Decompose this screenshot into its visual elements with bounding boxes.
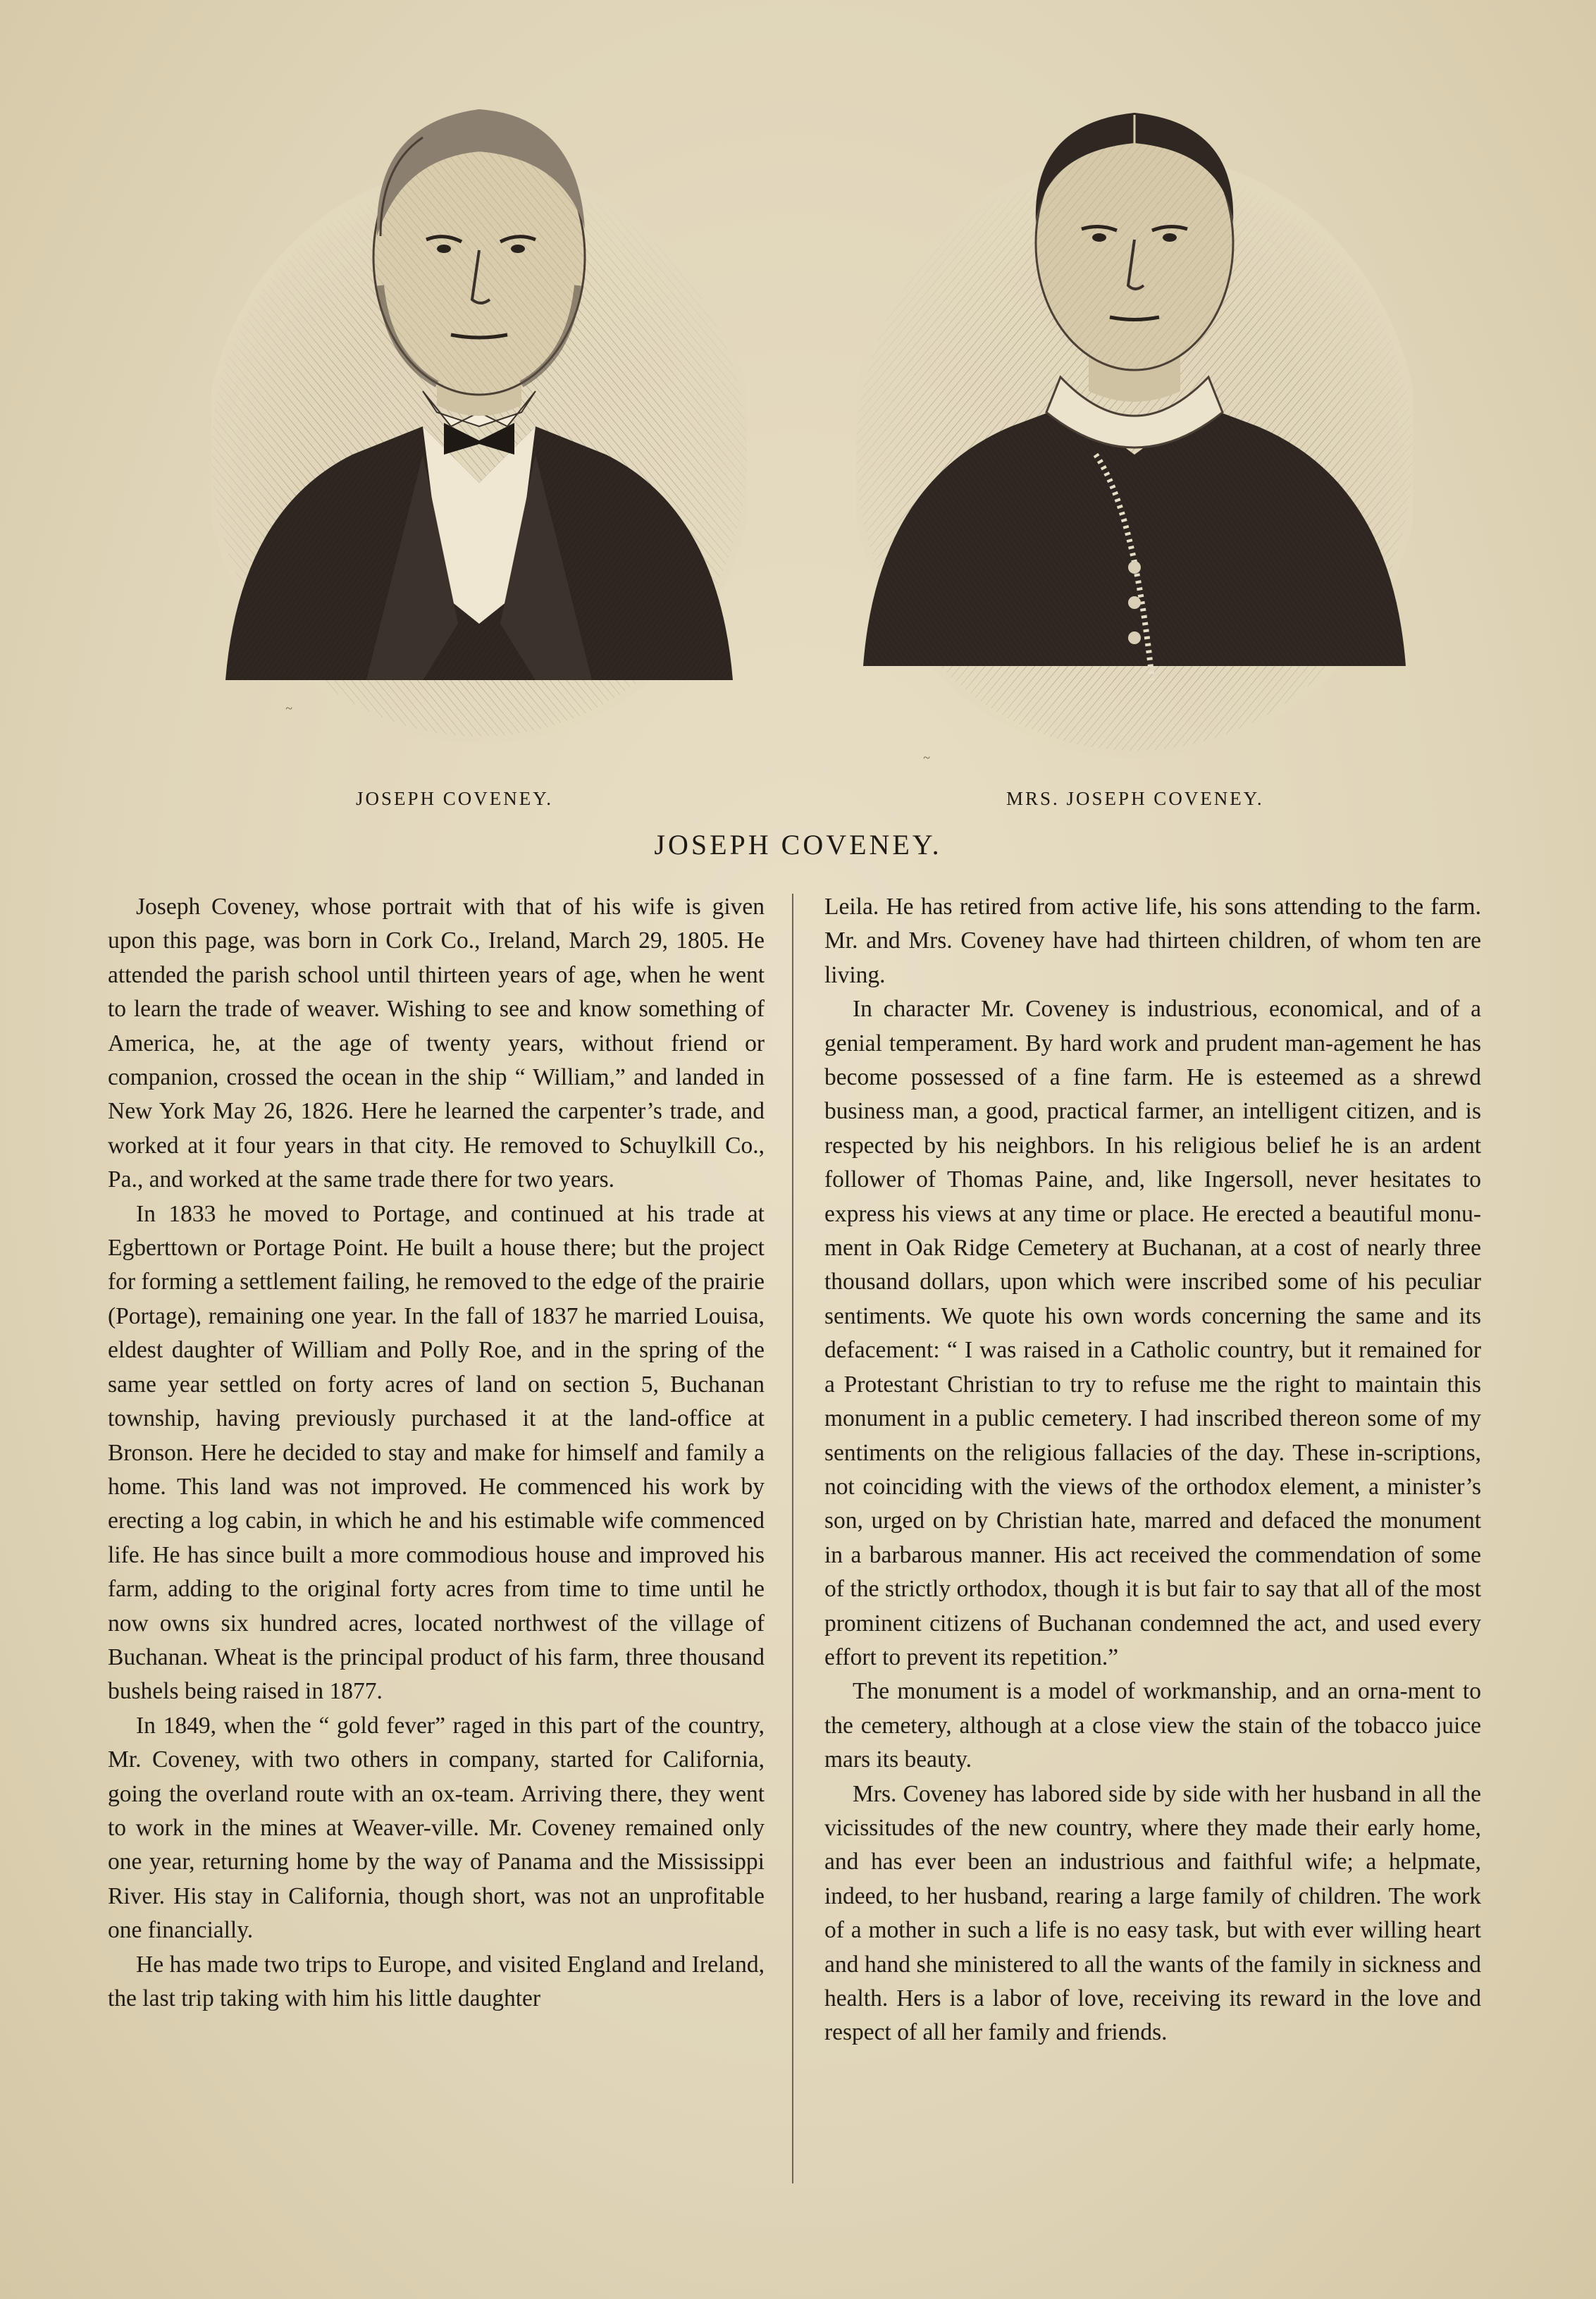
portrait-joseph-coveney [211, 60, 747, 772]
paragraph: In character Mr. Coveney is industrious, economical, and of a genial temperament. By hard work and prudent man-agement he has become possessed of a fine farm. He is esteemed as a shrewd business man, a good, practical farmer, an intelligent citizen, and is respected by his neighbors. In his religious belief he is an ardent follower of Thomas Paine, and, like Ingersoll, never hesitates to express his views at any time or place. He erected a beautiful monu-ment in Oak Ridge Cemetery at Buchanan, at a cost of nearly three thousand dollars, upon which were inscribed some of his peculiar sentiments. We quote his own words concerning the same and its defacement: “ I was raised in a Catholic country, but it remained for a Protestant Christian to try to refuse me the right to maintain this monument in a public cemetery. I had inscribed thereon some of my sentiments on the religious fallacies of the day. These in-scriptions, not coinciding with the views of the orthodox element, a minister’s son, urged on by Christian hate, marred and defaced the monument in a barbarous manner. His act received the commendation of some of the strictly orthodox, though it is but fair to say that all of the most prominent citizens of Buchanan condemned the act, and used every effort to prevent its repetition.” [824, 996, 1481, 1670]
caption-joseph-coveney: JOSEPH COVENEY. [356, 788, 554, 809]
left-column [108, 890, 765, 2016]
caption-mrs-joseph-coveney: MRS. JOSEPH COVENEY. [1006, 788, 1264, 809]
paragraph: Leila. He has retired from active life, his sons attending to the farm. Mr. and Mrs. Coveney have had thirteen children, of whom ten are living. [824, 894, 1481, 988]
paragraph: Mrs. Coveney has labored side by side with her husband in all the vicissitudes of the new country, where they made their early home, and has ever been an industrious and faithful wife; a helpmate, indeed, to her husband, rearing a large family of children. The work of a mother in such a life is no easy task, but with ever willing heart and hand she ministered to all the wants of the family in sickness and health. Hers is a labor of love, receiving its reward in the love and respect of all her family and friends. [824, 1780, 1481, 2046]
paragraph: In 1849, when the “ gold fever” raged in this part of the country, Mr. Coveney, with two others in company, started for California, going the overland route with an ox-team. Arriving there, they went to work in the mines at Weaver-ville. Mr. Coveney remained only one year, returning home by the way of Panama and the Mississippi River. His stay in California, though short, was not an unprofitable one financially. [108, 1712, 765, 1944]
engraved-portrait-woman-icon [856, 60, 1413, 772]
paragraph: Joseph Coveney, whose portrait with that of his wife is given upon this page, was born in Cork Co., Ireland, March 29, 1805. He attended the parish school until thirteen years of age, when he went to learn the trade of weaver. Wishing to see and know something of America, he, at the age of twenty years, without friend or companion, crossed the ocean in the ship “ William,” and landed in New York May 26, 1826. Here he learned the carpenter’s trade, and worked at it four years in that city. He removed to Schuylkill Co., Pa., and worked at the same trade there for two years. [108, 894, 765, 1193]
article-title: JOSEPH COVENEY. [654, 829, 942, 861]
engraver-mark: ~ [285, 701, 292, 715]
column-divider [792, 894, 793, 2183]
right-column [824, 890, 1481, 2050]
paragraph: The monument is a model of workmanship, and an orna-ment to the cemetery, although at a close view the stain of the tobacco juice mars its beauty. [824, 1678, 1481, 1773]
portrait-mrs-joseph-coveney [856, 60, 1413, 772]
engraver-mark: ~ [923, 751, 930, 765]
engraved-portrait-man-icon [211, 60, 747, 772]
paragraph: In 1833 he moved to Portage, and continued at his trade at Egberttown or Portage Point. He built a house there; but the project for forming a settlement failing, he removed to the edge of the prairie (Portage), remaining one year. In the fall of 1837 he married Louisa, eldest daughter of William and Polly Roe, and in the spring of the same year settled on forty acres of land on section 5, Buchanan township, having previously purchased it at the land-office at Bronson. Here he decided to stay and make for himself and family a home. This land was not improved. He commenced his work by erecting a log cabin, in which he and his estimable wife commenced life. He has since built a more commodious house and improved his farm, adding to the original forty acres from time to time until he now owns six hundred acres, located northwest of the village of Buchanan. Wheat is the principal product of his farm, three thousand bushels being raised in 1877. [108, 1200, 765, 1705]
paragraph: He has made two trips to Europe, and visited England and Ireland, the last trip taking with him his little daughter [108, 1951, 765, 2011]
